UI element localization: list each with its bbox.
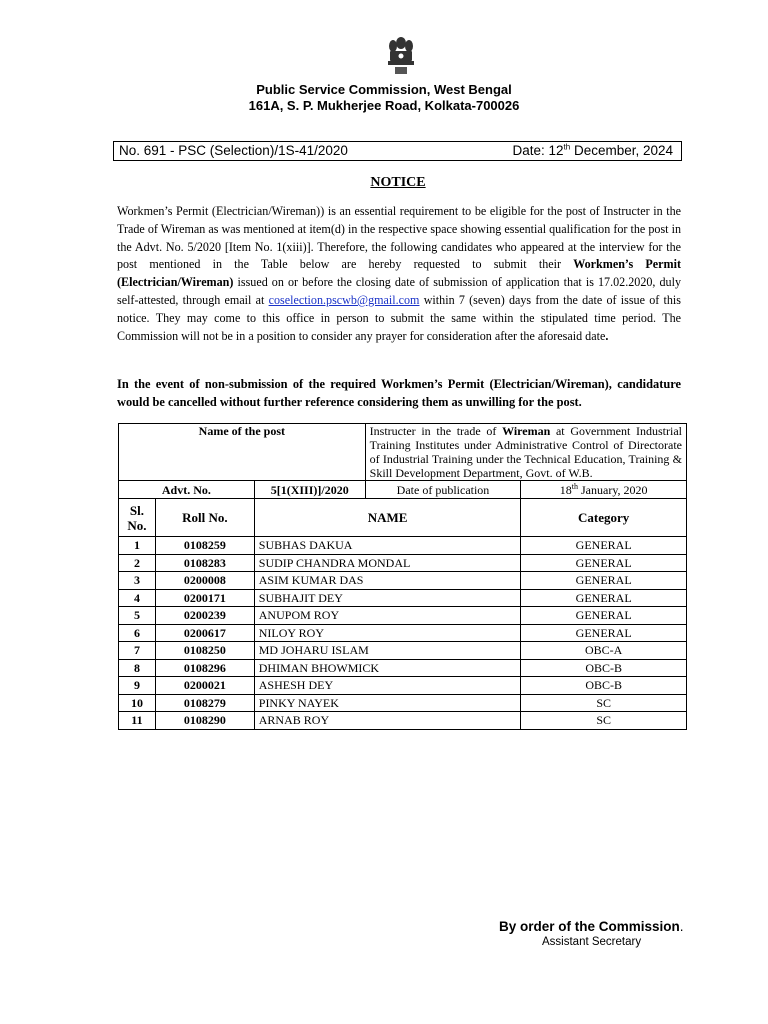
p1-text-a: Workmen’s Permit (Electrician/Wireman)) is an essential requirement to be eligible for the post of Instructer in the Trade of Wireman as was mentioned at item(d) in the respective space showing essential qualification for the post in the Advt. No. 5/2020 [Item No. 1(xiii)]. Therefore, the following candidates who appeared at the interview for the post mentioned in the Table below are hereby requested to submit their: [117, 204, 681, 272]
row-roll-cell: 0200021: [155, 677, 254, 695]
row-name-cell: SUDIP CHANDRA MONDAL: [254, 554, 521, 572]
row-sl-cell: 10: [119, 694, 156, 712]
table-row: [119, 642, 687, 660]
date-prefix: Date: 12: [512, 143, 564, 158]
designation: Assistant Secretary: [542, 936, 642, 948]
candidate-rows: [119, 537, 687, 730]
advt-label-cell: Advt. No.: [119, 481, 255, 499]
row-sl-cell: 6: [119, 624, 156, 642]
post-desc-b: at Government Industrial Training Institutes under Administrative Control of Directorate of Industrial Training under the Technical Education, Training & Skill Development Department, Govt. of W.B.: [369, 424, 682, 480]
table-row: [119, 712, 687, 730]
row-roll-cell: 0108279: [155, 694, 254, 712]
row-name-cell: ASHESH DEY: [254, 677, 521, 695]
row-category-cell: OBC-B: [521, 677, 687, 695]
by-order-period: .: [679, 919, 684, 934]
row-category-cell: SC: [521, 712, 687, 730]
row-name-cell: ASIM KUMAR DAS: [254, 572, 521, 590]
row-sl-cell: 4: [119, 589, 156, 607]
notice-paragraph-2: In the event of non-submission of the required Workmen’s Permit (Electrician/Wireman), candidature would be cancelled without further reference considering them as unwilling for the post.: [117, 377, 681, 409]
table-row: [119, 607, 687, 625]
row-category-cell: OBC-A: [521, 642, 687, 660]
row-roll-cell: 0200008: [155, 572, 254, 590]
pub-sup: th: [571, 481, 578, 491]
reference-number: No. 691 - PSC (Selection)/1S-41/2020: [119, 143, 348, 158]
advt-row: [119, 481, 687, 499]
row-name-cell: PINKY NAYEK: [254, 694, 521, 712]
post-row: [119, 424, 687, 481]
pub-suffix: January, 2020: [578, 482, 648, 497]
row-name-cell: SUBHAJIT DEY: [254, 589, 521, 607]
post-desc-cell: [365, 424, 686, 481]
row-category-cell: GENERAL: [521, 572, 687, 590]
p1-bold: Workmen’s Permit (Electrician/Wireman): [117, 257, 681, 290]
col-name-header: NAME: [254, 499, 521, 537]
post-desc-a: Instructer in the trade of: [369, 424, 503, 438]
row-sl-cell: 1: [119, 537, 156, 555]
row-sl-cell: 8: [119, 659, 156, 677]
row-roll-cell: 0200617: [155, 624, 254, 642]
row-roll-cell: 0108283: [155, 554, 254, 572]
header-row: [119, 499, 687, 537]
by-order-text: By order of the Commission: [499, 919, 680, 934]
row-name-cell: ANUPOM ROY: [254, 607, 521, 625]
row-roll-cell: 0200239: [155, 607, 254, 625]
by-order-line: [499, 919, 684, 934]
advt-value-cell: 5[1(XIII)]/2020: [254, 481, 365, 499]
row-category-cell: GENERAL: [521, 607, 687, 625]
row-roll-cell: 0108250: [155, 642, 254, 660]
row-category-cell: GENERAL: [521, 537, 687, 555]
col-sl-1: Sl.: [129, 502, 145, 518]
row-category-cell: GENERAL: [521, 554, 687, 572]
row-name-cell: MD JOHARU ISLAM: [254, 642, 521, 660]
row-sl-cell: 2: [119, 554, 156, 572]
row-sl-cell: 5: [119, 607, 156, 625]
pub-label-cell: Date of publication: [365, 481, 521, 499]
row-sl-cell: 3: [119, 572, 156, 590]
post-desc-bold: Wireman: [502, 424, 551, 438]
p1-text-b: issued on or before the closing date of submission of application that is 17.02.2020, duly self-attested, through email at: [117, 275, 681, 307]
state-emblem-icon: [383, 34, 419, 78]
org-address: 161A, S. P. Mukherjee Road, Kolkata-700026: [248, 98, 520, 113]
row-category-cell: GENERAL: [521, 624, 687, 642]
notice-title: NOTICE: [370, 175, 426, 190]
table-row: [119, 572, 687, 590]
row-category-cell: OBC-B: [521, 659, 687, 677]
date-suffix: December, 2024: [570, 143, 673, 158]
table-row: [119, 554, 687, 572]
table-row: [119, 659, 687, 677]
email-link[interactable]: coselection.pscwb@gmail.com: [268, 292, 420, 307]
col-sl-2: No.: [127, 517, 147, 533]
date-sup: th: [563, 142, 571, 152]
row-sl-cell: 11: [119, 712, 156, 730]
row-roll-cell: 0108290: [155, 712, 254, 730]
row-roll-cell: 0108296: [155, 659, 254, 677]
row-name-cell: NILOY ROY: [254, 624, 521, 642]
row-name-cell: SUBHAS DAKUA: [254, 537, 521, 555]
pub-value-cell: [521, 481, 687, 499]
col-sl-header: [119, 499, 156, 537]
col-category-header: Category: [521, 499, 687, 537]
row-name-cell: ARNAB ROY: [254, 712, 521, 730]
post-label-cell: Name of the post: [119, 424, 366, 481]
table-row: [119, 694, 687, 712]
p1-end: .: [605, 328, 609, 343]
table-row: [119, 624, 687, 642]
row-roll-cell: 0200171: [155, 589, 254, 607]
row-name-cell: DHIMAN BHOWMICK: [254, 659, 521, 677]
col-roll-header: Roll No.: [155, 499, 254, 537]
notice-date: [512, 143, 673, 158]
table-row: [119, 589, 687, 607]
row-category-cell: SC: [521, 694, 687, 712]
candidates-table: [118, 423, 687, 730]
p1-text-c: within 7 (seven) days from the date of issue of this notice. They may come to this office in person to submit the same within the stipulated time period. The Commission will not be in a position to consider any prayer for consideration after the aforesaid date: [117, 292, 681, 343]
reference-box: [113, 141, 682, 161]
table-row: [119, 677, 687, 695]
row-sl-cell: 9: [119, 677, 156, 695]
row-sl-cell: 7: [119, 642, 156, 660]
org-name: Public Service Commission, West Bengal: [256, 82, 512, 97]
row-roll-cell: 0108259: [155, 537, 254, 555]
row-category-cell: GENERAL: [521, 589, 687, 607]
pub-prefix: 18: [559, 482, 572, 497]
table-row: [119, 537, 687, 555]
notice-paragraph-1: [117, 203, 681, 345]
